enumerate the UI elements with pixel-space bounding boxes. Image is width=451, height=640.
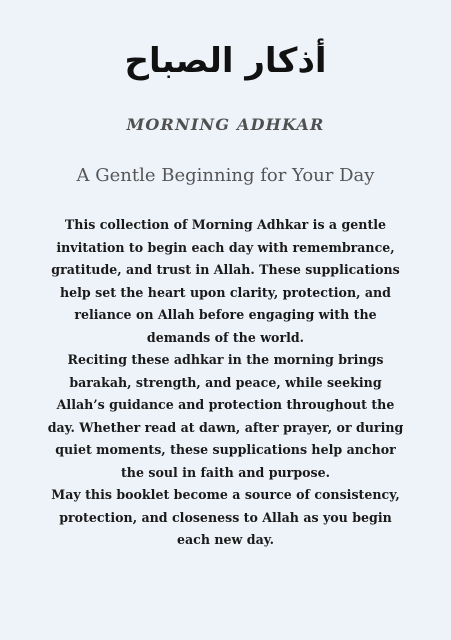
paragraph-intro: This collection of Morning Adhkar is a gentle invitation to begin each day with remembrance, gratitude, and trust in Allah. These supplications help set the heart upon clarity, protection, and reliance on Allah before engaging with the demands of the world. <box>51 217 400 345</box>
subtitle: MORNING ADHKAR <box>126 115 325 134</box>
section-heading: A Gentle Beginning for Your Day <box>76 165 375 186</box>
body-text <box>44 214 407 552</box>
paragraph-closing: May this booklet become a source of consistency, protection, and closeness to Allah as you begin each new day. <box>51 487 400 547</box>
paragraph-benefits: Reciting these adhkar in the morning brings barakah, strength, and peace, while seeking Allah’s guidance and protection throughout the day. Whether read at dawn, after prayer, or during quiet moments, these supplications help anchor the soul in faith and purpose. <box>47 352 404 480</box>
arabic-title: أذكار الصباح <box>124 41 327 81</box>
